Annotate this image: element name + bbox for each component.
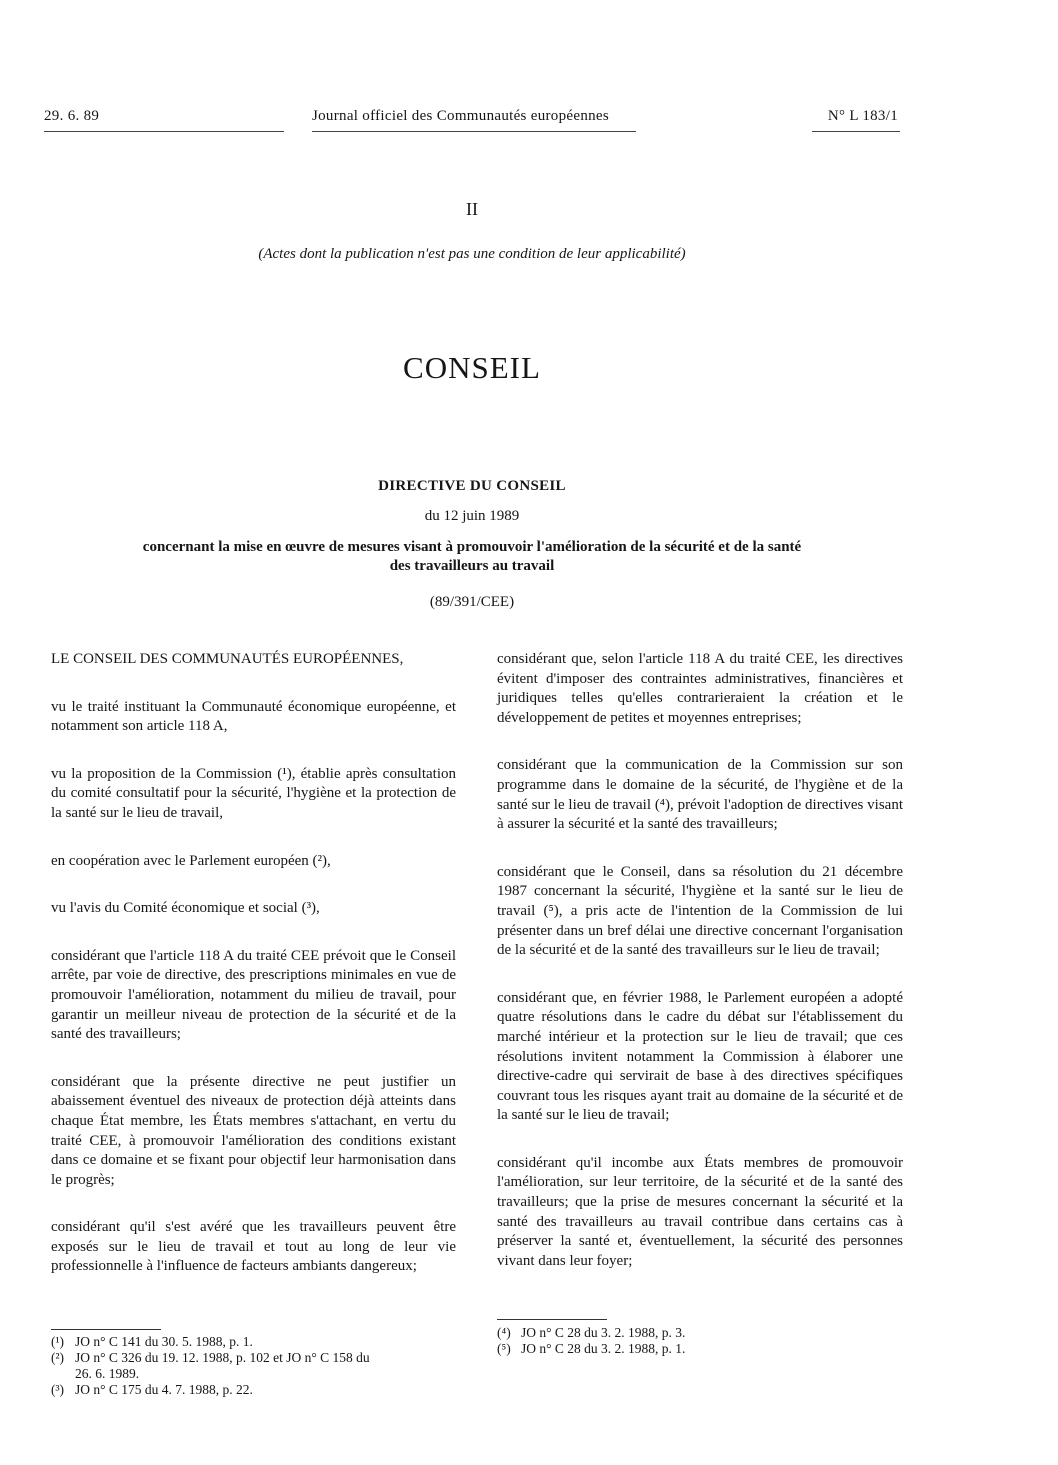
footnote-text: JO n° C 28 du 3. 2. 1988, p. 3. xyxy=(521,1325,686,1340)
header-date: 29. 6. 89 xyxy=(44,108,100,124)
recital-paragraph: considérant qu'il s'est avéré que les travailleurs peuvent être exposés sur le lieu de travail et tout au long de leur vie professionnelle à l'influence de facteurs ambiants dangereux; xyxy=(51,1219,456,1275)
footnote-mark: (⁵) xyxy=(497,1341,511,1356)
footnote-text: JO n° C 141 du 30. 5. 1988, p. 1. xyxy=(75,1334,253,1349)
footnote xyxy=(497,1341,903,1357)
footnotes-left xyxy=(51,1334,456,1398)
directive-date: du 12 juin 1989 xyxy=(424,508,520,524)
recital-paragraph: considérant que, selon l'article 118 A du traité CEE, les directives évitent d'imposer des contraintes administratives, financières et juridiques telles qu'elles contrarieraient la création et le développement de petites et moyennes entreprises; xyxy=(497,651,903,726)
recital-paragraph: considérant que la communication de la Commission sur son programme dans le domaine de la sécurité, de l'hygiène et de la santé sur le lieu de travail (⁴), prévoit l'adoption de directives visant à assurer la sécurité et la santé des travailleurs; xyxy=(497,757,903,833)
footnote-rule-left xyxy=(51,1329,161,1330)
footnote-mark: (³) xyxy=(51,1382,65,1397)
footnote-mark: (⁴) xyxy=(497,1325,511,1340)
header-journal-title: Journal officiel des Communautés européennes xyxy=(312,108,610,124)
recital-paragraph: considérant qu'il incombe aux États membres de promouvoir l'amélioration, sur leur territoire, de la sécurité et de la santé des travailleurs; que la prise de mesures concernant la sécurité et la santé des travailleurs au travail contribue dans certains cas à préserver la santé et, éventuellement, la sécurité des personnes vivant dans leur foyer; xyxy=(497,1154,903,1269)
left-column xyxy=(51,650,456,1305)
directive-reference: (89/391/CEE) xyxy=(429,594,515,610)
header-rule-center xyxy=(312,131,636,132)
footnote-text: JO n° C 175 du 4. 7. 1988, p. 22. xyxy=(75,1382,253,1397)
recital-paragraph: considérant que l'article 118 A du traité CEE prévoit que le Conseil arrête, par voie de directive, des prescriptions minimales en vue de promouvoir l'amélioration, notamment du milieu de travail, pour garantir un meilleur niveau de protection de la sécurité et de la santé des travailleurs; xyxy=(51,947,456,1043)
footnote-text: JO n° C 326 du 19. 12. 1988, p. 102 et JO n° C 158 du xyxy=(75,1350,370,1365)
footnotes-right xyxy=(497,1325,903,1357)
footnote-mark: (²) xyxy=(51,1350,65,1365)
footnote xyxy=(51,1334,456,1350)
part-numeral: II xyxy=(466,199,478,219)
directive-title: DIRECTIVE DU CONSEIL xyxy=(378,478,566,494)
directive-subject: concernant la mise en œuvre de mesures visant à promouvoir l'amélioration de la sécurité et de la santé des travailleurs au travail xyxy=(142,539,802,574)
recital-paragraph: vu la proposition de la Commission (¹), établie après consultation du comité consultatif pour la sécurité, l'hygiène et la protection de la santé sur le lieu de travail, xyxy=(51,765,456,821)
header-rule-right xyxy=(812,131,900,132)
footnote-text-continued: 26. 6. 1989. xyxy=(75,1366,140,1381)
recital-paragraph: vu l'avis du Comité économique et social (³), xyxy=(51,900,320,917)
right-column xyxy=(497,650,903,1299)
footnote xyxy=(51,1350,456,1382)
header-page-number: N° L 183/1 xyxy=(827,108,898,124)
recital-paragraph: considérant que le Conseil, dans sa résolution du 21 décembre 1987 concernant la sécurité, l'hygiène et la santé sur le lieu de travail (⁵), a pris acte de l'intention de la Commission de lui présenter dans un bref délai une directive concernant l'organisation de la sécurité et de la santé des travailleurs sur le lieu de travail; xyxy=(497,863,903,959)
institution-heading: CONSEIL xyxy=(403,350,541,385)
footnote xyxy=(497,1325,903,1341)
part-note: (Actes dont la publication n'est pas une condition de leur applicabilité) xyxy=(258,246,686,262)
recital-paragraph: vu le traité instituant la Communauté économique européenne, et notamment son article 118 A, xyxy=(51,698,456,735)
recital-paragraph: considérant que la présente directive ne peut justifier un abaissement éventuel des niveaux de protection déjà atteints dans chaque État membre, les États membres s'attachant, en vertu du traité CEE, à promouvoir l'amélioration des conditions existant dans ce domaine et se fixant pour objectif leur harmonisation dans le progrès; xyxy=(51,1073,456,1188)
recital-paragraph: LE CONSEIL DES COMMUNAUTÉS EUROPÉENNES, xyxy=(51,651,404,667)
footnote-text: JO n° C 28 du 3. 2. 1988, p. 1. xyxy=(521,1341,686,1356)
recital-paragraph: en coopération avec le Parlement européen (²), xyxy=(51,852,331,869)
footnote-mark: (¹) xyxy=(51,1334,65,1349)
footnote xyxy=(51,1382,456,1398)
footnote-rule-right xyxy=(497,1319,607,1320)
header-rule-left xyxy=(44,131,284,132)
recital-paragraph: considérant que, en février 1988, le Parlement européen a adopté quatre résolutions dans le cadre du débat sur l'établissement du marché intérieur et la protection sur le lieu de travail; que ces résolutions invitent notamment la Commission à élaborer une directive-cadre qui servirait de base à des directives spécifiques couvrant tous les risques ayant trait au domaine de la sécurité et de la santé sur le lieu de travail; xyxy=(497,989,903,1124)
